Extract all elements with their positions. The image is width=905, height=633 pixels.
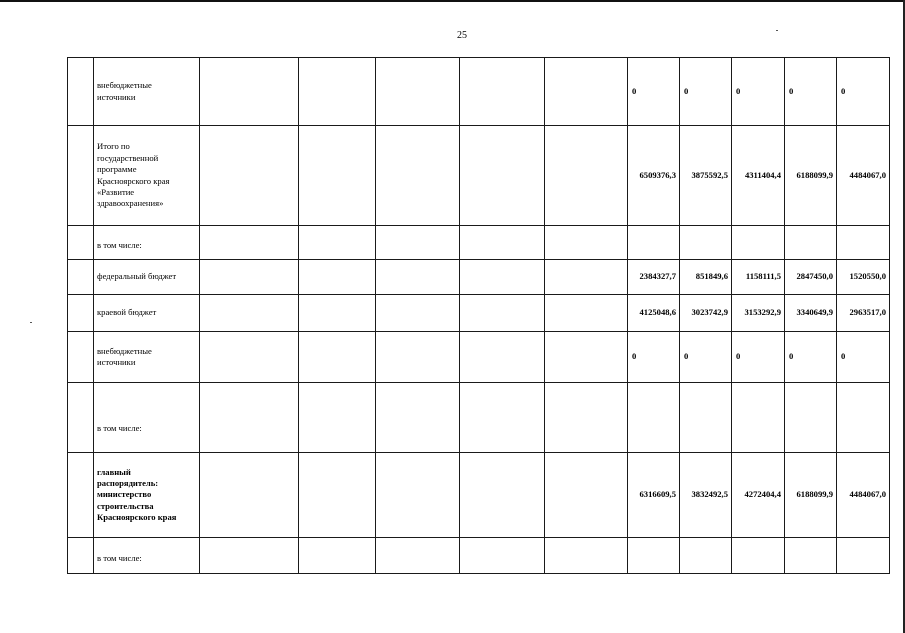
value-cell: 0 xyxy=(785,332,837,383)
row-label: Итого по государственной программе Красноярского края «Развитие здравоохранения» xyxy=(97,141,170,209)
value-cell: 0 xyxy=(628,58,680,126)
empty-cell xyxy=(460,332,545,383)
empty-cell xyxy=(376,260,460,295)
value-cell xyxy=(837,226,890,260)
row-label-cell xyxy=(94,332,200,383)
scan-edge-top xyxy=(0,0,905,2)
value-cell: 2847450,0 xyxy=(785,260,837,295)
value-cell: 1520550,0 xyxy=(837,260,890,295)
value-cell xyxy=(628,538,680,574)
value-cell: 0 xyxy=(680,58,732,126)
value-cell: 3832492,5 xyxy=(680,453,732,538)
row-label-cell xyxy=(94,226,200,260)
row-label: внебюджетные источники xyxy=(97,345,152,367)
table-row xyxy=(68,226,890,260)
empty-cell xyxy=(545,332,628,383)
value-cell: 6316609,5 xyxy=(628,453,680,538)
row-index-cell xyxy=(68,260,94,295)
value-cell: 4484067,0 xyxy=(837,126,890,226)
row-index-cell xyxy=(68,126,94,226)
empty-cell xyxy=(200,126,299,226)
empty-cell xyxy=(376,226,460,260)
empty-cell xyxy=(545,58,628,126)
empty-cell xyxy=(460,295,545,332)
value-cell xyxy=(785,226,837,260)
empty-cell xyxy=(376,453,460,538)
table-row xyxy=(68,58,890,126)
row-index-cell xyxy=(68,58,94,126)
empty-cell xyxy=(460,453,545,538)
empty-cell xyxy=(200,226,299,260)
value-cell: 2963517,0 xyxy=(837,295,890,332)
page-number: 25 xyxy=(457,30,467,41)
row-index-cell xyxy=(68,383,94,453)
value-cell: 1158111,5 xyxy=(732,260,785,295)
value-cell: 4311404,4 xyxy=(732,126,785,226)
table-row xyxy=(68,260,890,295)
empty-cell xyxy=(200,383,299,453)
value-cell xyxy=(732,383,785,453)
empty-cell xyxy=(299,58,376,126)
empty-cell xyxy=(200,295,299,332)
table-row xyxy=(68,538,890,574)
value-cell xyxy=(680,226,732,260)
table-row xyxy=(68,453,890,538)
empty-cell xyxy=(376,126,460,226)
row-index-cell xyxy=(68,453,94,538)
row-label: краевой бюджет xyxy=(97,307,157,318)
table-row xyxy=(68,295,890,332)
row-label: внебюджетные источники xyxy=(97,80,152,102)
value-cell xyxy=(628,226,680,260)
empty-cell xyxy=(376,295,460,332)
row-label: главный распорядитель: министерство строительства Красноярского края xyxy=(97,466,177,523)
value-cell: 0 xyxy=(785,58,837,126)
table-row xyxy=(68,383,890,453)
empty-cell xyxy=(299,332,376,383)
empty-cell xyxy=(299,453,376,538)
empty-cell xyxy=(376,58,460,126)
row-label: федеральный бюджет xyxy=(97,271,177,282)
row-label-cell xyxy=(94,126,200,226)
empty-cell xyxy=(545,453,628,538)
row-label-cell xyxy=(94,453,200,538)
row-index-cell xyxy=(68,332,94,383)
value-cell: 0 xyxy=(628,332,680,383)
row-index-cell xyxy=(68,295,94,332)
empty-cell xyxy=(299,295,376,332)
row-index-cell xyxy=(68,538,94,574)
value-cell: 6509376,3 xyxy=(628,126,680,226)
empty-cell xyxy=(299,260,376,295)
value-cell: 3023742,9 xyxy=(680,295,732,332)
table-row xyxy=(68,126,890,226)
value-cell: 0 xyxy=(837,332,890,383)
row-label-cell xyxy=(94,538,200,574)
budget-table xyxy=(67,57,890,574)
row-label-cell xyxy=(94,58,200,126)
empty-cell xyxy=(545,226,628,260)
value-cell: 3340649,9 xyxy=(785,295,837,332)
value-cell: 3875592,5 xyxy=(680,126,732,226)
empty-cell xyxy=(376,538,460,574)
table-row xyxy=(68,332,890,383)
scan-speck xyxy=(776,30,778,31)
empty-cell xyxy=(545,260,628,295)
value-cell: 4484067,0 xyxy=(837,453,890,538)
empty-cell xyxy=(299,126,376,226)
empty-cell xyxy=(545,295,628,332)
empty-cell xyxy=(299,383,376,453)
value-cell xyxy=(837,383,890,453)
empty-cell xyxy=(545,126,628,226)
row-label-cell xyxy=(94,383,200,453)
value-cell: 4272404,4 xyxy=(732,453,785,538)
value-cell xyxy=(732,226,785,260)
value-cell xyxy=(732,538,785,574)
value-cell: 6188099,9 xyxy=(785,126,837,226)
row-index-cell xyxy=(68,226,94,260)
value-cell xyxy=(680,383,732,453)
value-cell xyxy=(837,538,890,574)
empty-cell xyxy=(200,58,299,126)
empty-cell xyxy=(460,383,545,453)
empty-cell xyxy=(460,126,545,226)
row-label: в том числе: xyxy=(97,239,142,250)
empty-cell xyxy=(200,538,299,574)
row-label-cell xyxy=(94,260,200,295)
row-label: в том числе: xyxy=(97,422,142,433)
empty-cell xyxy=(460,58,545,126)
empty-cell xyxy=(460,260,545,295)
empty-cell xyxy=(200,332,299,383)
empty-cell xyxy=(545,383,628,453)
empty-cell xyxy=(376,383,460,453)
empty-cell xyxy=(460,538,545,574)
scan-speck xyxy=(30,322,32,323)
value-cell: 6188099,9 xyxy=(785,453,837,538)
value-cell: 3153292,9 xyxy=(732,295,785,332)
value-cell xyxy=(785,383,837,453)
empty-cell xyxy=(545,538,628,574)
table-body xyxy=(68,58,890,574)
value-cell: 851849,6 xyxy=(680,260,732,295)
empty-cell xyxy=(200,453,299,538)
value-cell: 0 xyxy=(837,58,890,126)
value-cell xyxy=(785,538,837,574)
empty-cell xyxy=(376,332,460,383)
empty-cell xyxy=(299,538,376,574)
value-cell: 2384327,7 xyxy=(628,260,680,295)
value-cell xyxy=(628,383,680,453)
value-cell: 0 xyxy=(732,332,785,383)
value-cell: 0 xyxy=(732,58,785,126)
empty-cell xyxy=(200,260,299,295)
empty-cell xyxy=(460,226,545,260)
row-label-cell xyxy=(94,295,200,332)
value-cell xyxy=(680,538,732,574)
empty-cell xyxy=(299,226,376,260)
value-cell: 0 xyxy=(680,332,732,383)
row-label: в том числе: xyxy=(97,552,142,563)
value-cell: 4125048,6 xyxy=(628,295,680,332)
